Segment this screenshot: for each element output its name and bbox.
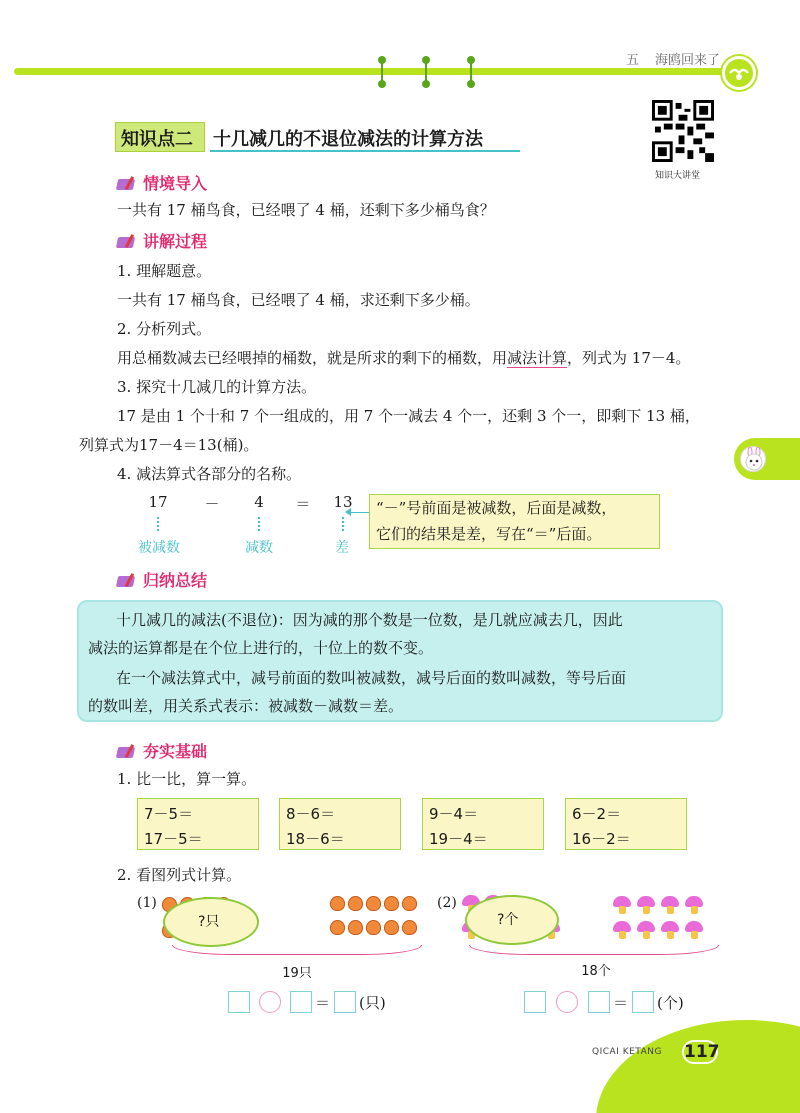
binder-pin: [467, 56, 475, 88]
answer-box[interactable]: [524, 991, 546, 1013]
operator-circle[interactable]: [556, 991, 578, 1013]
answer-box[interactable]: [228, 991, 250, 1013]
total-count: 18个: [581, 964, 611, 979]
book-pencil-icon: [117, 176, 137, 192]
problem-label: (2): [437, 895, 457, 911]
footer-decoration: [596, 1020, 800, 1113]
exercise-box[interactable]: [279, 798, 401, 850]
step2-text: 用总桶数减去已经喂掉的桶数，就是所求的剩下的桶数，用减法计算，列式为 17－4。: [117, 349, 691, 367]
bubble-label: ?个: [497, 912, 519, 928]
arrow-left-icon: [346, 512, 370, 513]
qr-code-icon[interactable]: [652, 100, 714, 162]
bunny-icon: [740, 446, 766, 472]
book-pencil-icon: [117, 744, 137, 760]
practice-heading: 夯实基础: [117, 739, 207, 762]
summary-text: 十几减几的减法(不退位)：因为减的那个数是一位数，是几就应减去几，因此: [116, 611, 623, 629]
total-count: 19只: [282, 966, 312, 981]
title-underline: [210, 150, 520, 152]
formula-minuend: 17: [148, 493, 168, 511]
section-title: 十几减几的不退位减法的计算方法: [213, 129, 483, 150]
connector-dots: [258, 517, 260, 531]
intro-text: 一共有 17 桶鸟食，已经喂了 4 桶，还剩下多少桶鸟食？: [117, 201, 495, 219]
unit-label: (只): [359, 994, 386, 1012]
step2-title: 2. 分析列式。: [117, 320, 212, 338]
intro-heading: 情境导入: [117, 171, 207, 194]
connector-dots: [157, 517, 159, 531]
unit-label: (个): [657, 994, 684, 1012]
q1-title: 1. 比一比，算一算。: [117, 770, 257, 788]
header-bar: [14, 68, 740, 75]
note-line: “－”号前面是被减数，后面是减数，: [376, 499, 617, 517]
exercise-item: 8－6＝: [286, 805, 336, 823]
unit-number: 五: [626, 53, 640, 68]
exercise-box[interactable]: [422, 798, 544, 850]
exercise-item: 19－4＝: [429, 830, 488, 848]
step3-text-line1: 17 是由 1 个十和 7 个一组成的，用 7 个一减去 4 个一，还剩 3 个一，即剩下 13 桶，: [117, 407, 700, 425]
summary-text: 减法的运算都是在个位上进行的，十位上的数不变。: [88, 639, 434, 657]
mushroom-group: [613, 894, 713, 944]
key-term: 减法计算: [507, 349, 568, 367]
seagull-icon: [722, 56, 756, 90]
bear-group: [328, 894, 418, 944]
summary-text: 的数叫差，用关系式表示：被减数－减数＝差。: [88, 697, 404, 715]
exercise-item: 9－4＝: [429, 805, 479, 823]
answer-box[interactable]: [334, 991, 356, 1013]
answer-box[interactable]: [632, 991, 654, 1013]
subtrahend-name: 减数: [245, 540, 273, 556]
step1-text: 一共有 17 桶鸟食，已经喂了 4 桶，求还剩下多少桶。: [117, 291, 480, 309]
connector-dots: [342, 517, 344, 531]
equals-sign: ＝: [613, 994, 629, 1012]
summary-heading: 归纳总结: [117, 568, 207, 591]
page-number: 117: [684, 1042, 720, 1062]
exercise-item: 6－2＝: [572, 805, 622, 823]
step4-title: 4. 减法算式各部分的名称。: [117, 465, 302, 483]
answer-box[interactable]: [290, 991, 312, 1013]
formula-subtrahend: 4: [254, 493, 264, 511]
exercise-item: 18－6＝: [286, 830, 345, 848]
difference-name: 差: [335, 540, 349, 556]
book-pencil-icon: [117, 573, 137, 589]
formula-equals: ＝: [295, 495, 311, 513]
minuend-name: 被减数: [138, 540, 180, 556]
brace: [469, 945, 719, 955]
exercise-item: 7－5＝: [144, 805, 194, 823]
q2-title: 2. 看图列式计算。: [117, 866, 242, 884]
brace: [172, 945, 422, 955]
note-line: 它们的结果是差，写在“＝”后面。: [376, 525, 602, 543]
binder-pin: [378, 56, 386, 88]
bubble-label: ?只: [198, 914, 220, 930]
binder-pin: [422, 56, 430, 88]
exercise-item: 17－5＝: [144, 830, 203, 848]
section-label: 知识点二: [121, 129, 193, 150]
exercise-item: 16－2＝: [572, 830, 631, 848]
footer-brand: QICAI KETANG: [592, 1047, 662, 1057]
step3-text-line2: 列算式为17－4＝13(桶)。: [79, 436, 259, 454]
exercise-box[interactable]: [565, 798, 687, 850]
formula-minus: －: [204, 495, 220, 513]
equals-sign: ＝: [315, 994, 331, 1012]
process-heading: 讲解过程: [117, 229, 207, 252]
step3-title: 3. 探究十几减几的计算方法。: [117, 378, 317, 396]
summary-text: 在一个减法算式中，减号前面的数叫被减数，减号后面的数叫减数，等号后面: [116, 669, 627, 687]
unit-title: 海鸥回来了: [655, 53, 721, 68]
exercise-box[interactable]: [137, 798, 259, 850]
qr-caption: 知识大讲堂: [655, 171, 701, 181]
answer-box[interactable]: [588, 991, 610, 1013]
step1-title: 1. 理解题意。: [117, 262, 212, 280]
problem-label: (1): [137, 895, 157, 911]
operator-circle[interactable]: [259, 991, 281, 1013]
book-pencil-icon: [117, 234, 137, 250]
formula-difference: 13: [333, 493, 353, 511]
